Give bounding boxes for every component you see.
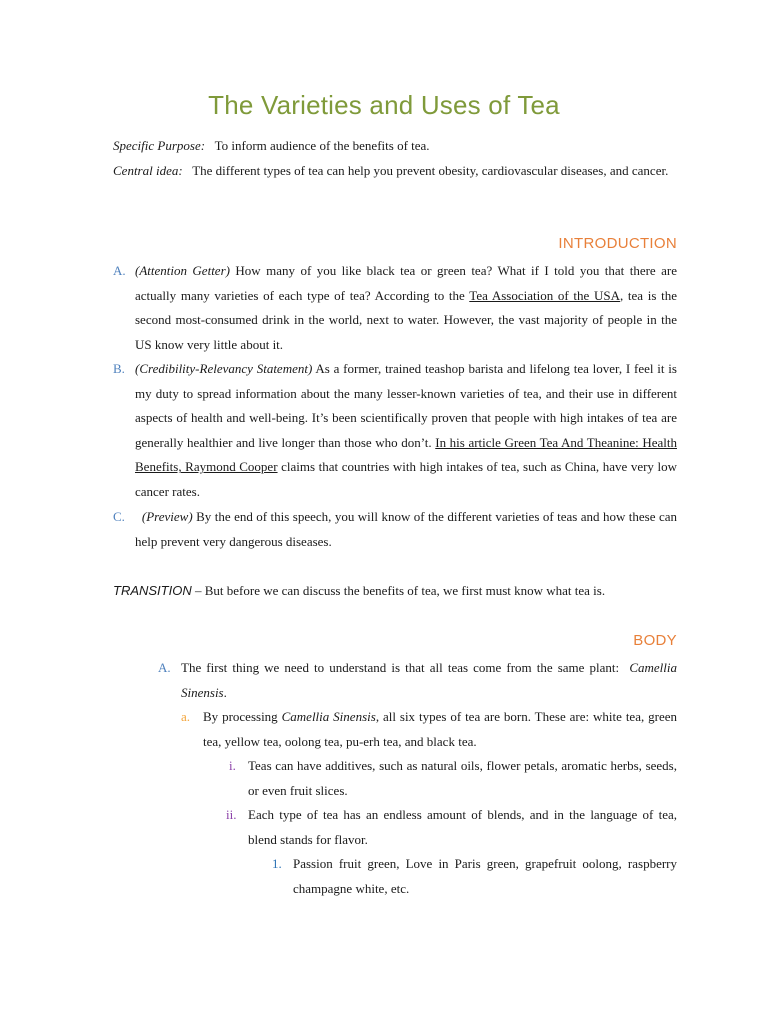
intro-b-text-1: As a former, trained teashop barista and lifelong tea lover, I feel it is my duty to spread information about the many lesser-known varieties of tea, and their use in different aspects of health and well-being. It’s been scientifically proven that people with high intakes of tea are generally healthier and live longer than those who don’t. — [135, 361, 677, 450]
intro-marker-a: A. — [113, 263, 126, 278]
intro-item-c — [135, 505, 677, 554]
credibility-tag: (Credibility-Relevancy Statement) — [135, 361, 313, 376]
intro-b-text-2: claims that countries with high intakes of tea, such as China, have very low cancer rates. — [135, 459, 677, 499]
tea-association-link[interactable]: Tea Association of the USA — [469, 287, 620, 303]
intro-a-text-1: How many of you like black tea or green tea? What if I told you that there are actually many varieties of each type of tea? According to the — [135, 263, 677, 303]
transition-label: TRANSITION — [113, 583, 192, 598]
body-heading: BODY — [633, 632, 677, 649]
central-idea-text: The different types of tea can help you prevent obesity, cardiovascular diseases, and cancer. — [192, 163, 669, 178]
transition-line — [113, 579, 605, 604]
specific-purpose-label: Specific Purpose — [113, 138, 201, 153]
attention-getter-tag: (Attention Getter) — [135, 263, 230, 278]
body-marker-a: A. — [158, 660, 171, 675]
body-marker-i: i. — [229, 758, 236, 773]
body-a-plant: Camellia Sinensis — [181, 660, 678, 700]
intro-c-text: By the end of this speech, you will know of the different varieties of teas and how these can help prevent very dangerous diseases. — [135, 509, 677, 549]
body-marker-1: 1. — [272, 856, 282, 871]
preview-tag: (Preview) — [141, 509, 193, 524]
body-item-ii: Each type of tea has an endless amount of blends, and in the language of tea, blend stands for flavor. — [248, 807, 677, 847]
body-marker-a-a: a. — [181, 709, 191, 724]
transition-text: – But before we can discuss the benefits of tea, we first must know what tea is. — [194, 583, 606, 598]
specific-purpose-line: Specific Purpose: To inform audience of the benefits of tea. — [113, 138, 430, 153]
body-item-a-a — [203, 705, 677, 754]
body-aa-plant: Camellia Sinensis — [281, 709, 376, 724]
body-item-i: Teas can have additives, such as natural oils, flower petals, aromatic herbs, seeds, or even fruit slices. — [248, 758, 677, 798]
body-a-text-2: . — [223, 684, 227, 700]
intro-marker-b: B. — [113, 361, 125, 376]
body-marker-ii: ii. — [226, 807, 237, 822]
body-a-text-1: The first thing we need to understand is that all teas come from the same plant: — [181, 660, 620, 675]
document-title: The Varieties and Uses of Tea — [208, 90, 560, 120]
intro-a-text-2: , tea is the second most-consumed drink in the world, next to water. However, the vast majority of people in the US know very little about it. — [135, 287, 677, 352]
central-idea-label: Central idea — [113, 163, 179, 178]
body-aa-text-2: , all six types of tea are born. These are: white tea, green tea, yellow tea, oolong tea, pu-erh tea, and black tea. — [203, 709, 677, 749]
body-item-a — [181, 656, 677, 705]
introduction-heading: INTRODUCTION — [558, 235, 677, 252]
body-aa-text-1: By processing — [203, 709, 278, 724]
intro-item-b — [135, 357, 677, 505]
cooper-article-link[interactable]: In his article Green Tea And Theanine: Health Benefits, Raymond Cooper — [135, 434, 677, 475]
intro-marker-c: C. — [113, 509, 125, 524]
body-item-1: Passion fruit green, Love in Paris green, grapefruit oolong, raspberry champagne white, etc. — [293, 856, 677, 896]
intro-item-a — [135, 259, 677, 357]
specific-purpose-text: To inform audience of the benefits of tea. — [214, 138, 430, 153]
central-idea-paragraph: Central idea: The different types of tea can help you prevent obesity, cardiovascular diseases, and cancer. — [113, 163, 669, 178]
